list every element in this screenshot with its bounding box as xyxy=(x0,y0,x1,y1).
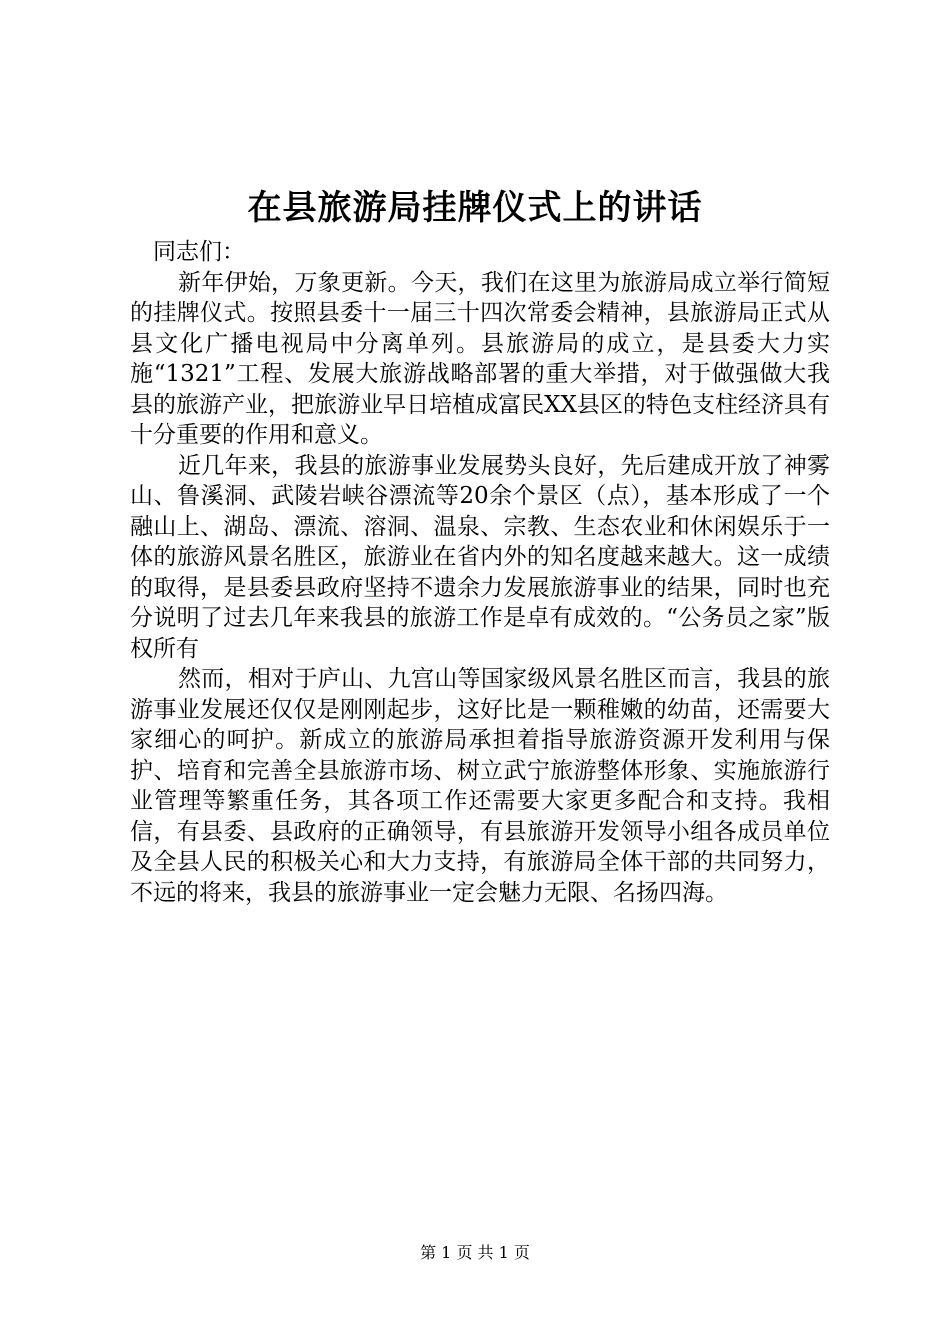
paragraph-3: 然而，相对于庐山、九宫山等国家级风景名胜区而言，我县的旅游事业发展还仅仅是刚刚起步，这好比是一颗稚嫩的幼苗，还需要大家细心的呵护。新成立的旅游局承担着指导旅游资源开发利用与保护、培育和完善全县旅游市场、树立武宁旅游整体形象、实施旅游行业管理等繁重任务，其各项工作还需要大家更多配合和支持。我相信，有县委、县政府的正确领导，有县旅游开发领导小组各成员单位及全县人民的积极关心和大力支持，有旅游局全体干部的共同努力，不远的将来，我县的旅游事业一定会魅力无限、名扬四海。 xyxy=(130,666,830,906)
document-title: 在县旅游局挂牌仪式上的讲话 xyxy=(247,188,703,228)
paragraph-2: 近几年来，我县的旅游事业发展势头良好，先后建成开放了神雾山、鲁溪洞、武陵岩峡谷漂流等20余个景区（点），基本形成了一个融山上、湖岛、漂流、溶洞、温泉、宗教、生态农业和休闲娱乐于一体的旅游风景名胜区，旅游业在省内外的知名度越来越大。这一成绩的取得，是县委县政府坚持不遗余力发展旅游事业的结果，同时也充分说明了过去几年来我县的旅游工作是卓有成效的。“公务员之家”版权所有 xyxy=(130,452,830,662)
salutation: 同志们： xyxy=(153,239,245,265)
page-footer: 第 1 页 共 1 页 xyxy=(420,1243,530,1262)
document-body xyxy=(130,237,830,908)
paragraph-1: 新年伊始，万象更新。今天，我们在这里为旅游局成立举行简短的挂牌仪式。按照县委十一届三十四次常委会精神，县旅游局正式从县文化广播电视局中分离单列。县旅游局的成立，是县委大力实施“1321”工程、发展大旅游战略部署的重大举措，对于做强做大我县的旅游产业，把旅游业早日培植成富民XX县区的特色支柱经济具有十分重要的作用和意义。 xyxy=(130,269,830,448)
